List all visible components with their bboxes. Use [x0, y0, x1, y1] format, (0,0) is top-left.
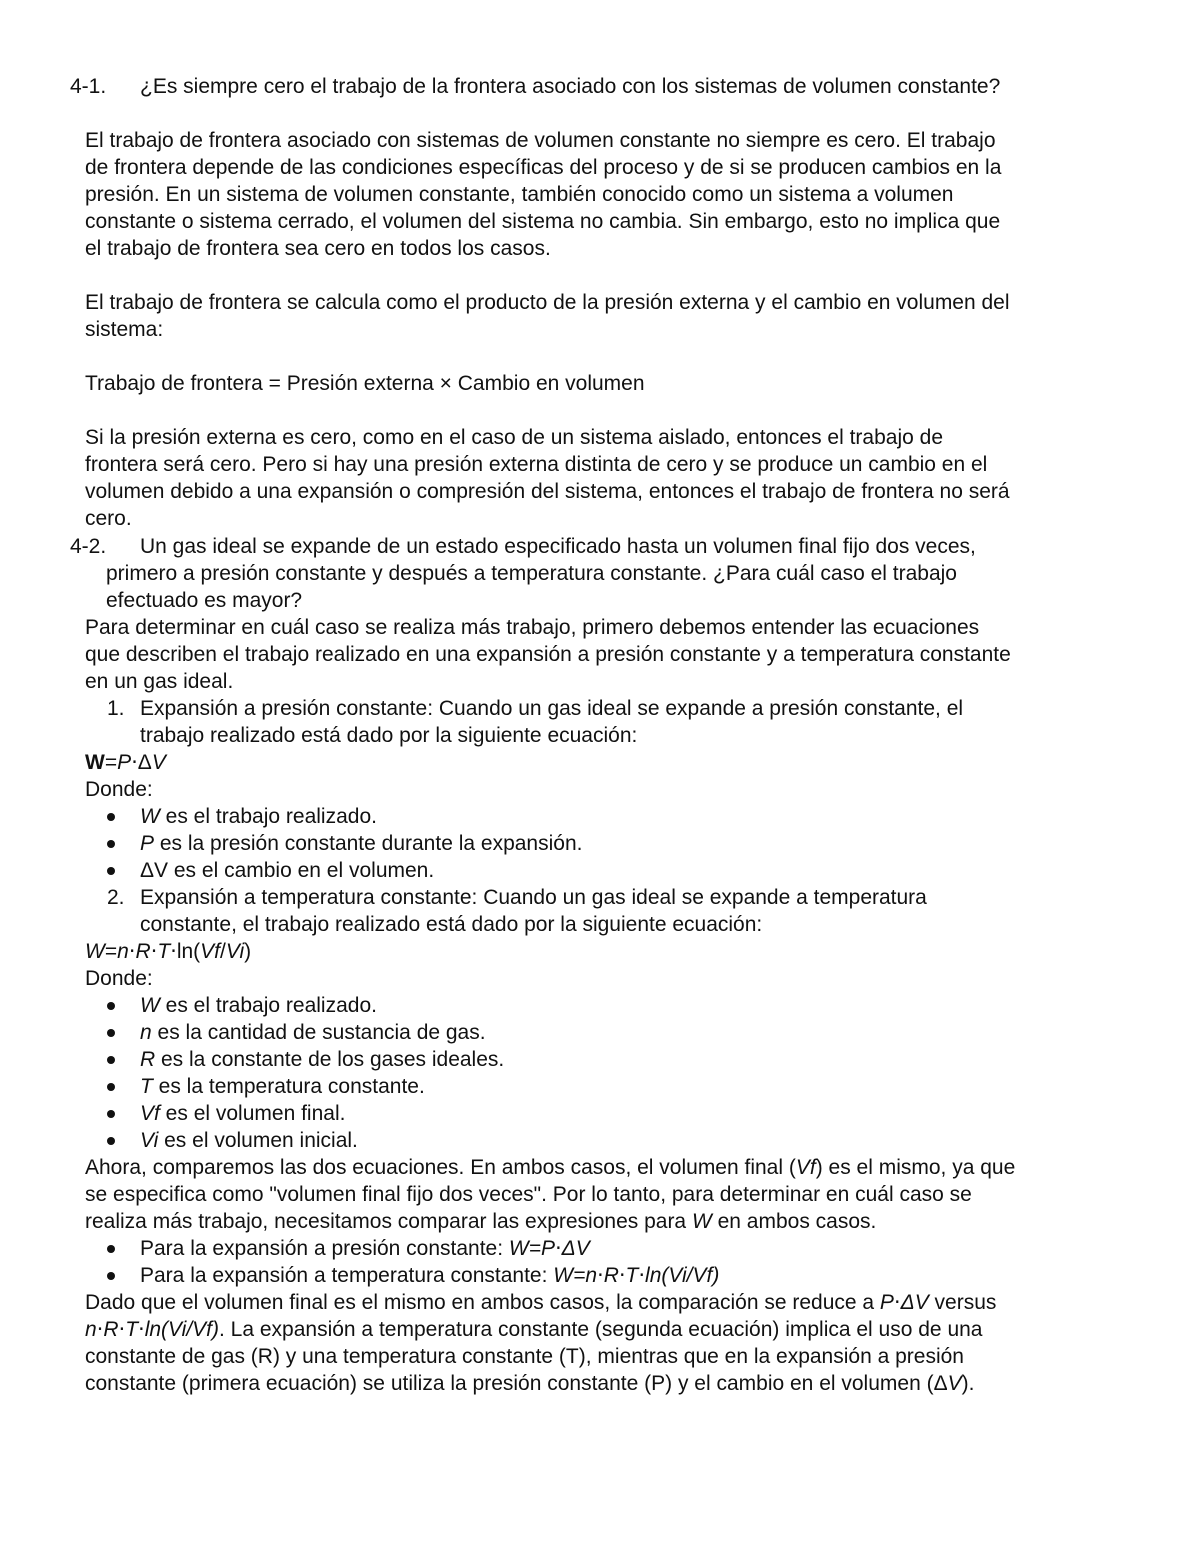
- question-number: 4-2.: [70, 535, 107, 558]
- definition-item: W es el trabajo realizado.: [140, 805, 377, 828]
- answer-line: el trabajo de frontera sea cero en todos los casos.: [85, 237, 551, 260]
- answer-line: volumen debido a una expansión o compresión del sistema, entonces el trabajo de frontera no será: [85, 480, 1010, 503]
- question-text: efectuado es mayor?: [106, 589, 303, 612]
- bullet-icon: [107, 813, 115, 821]
- bullet-icon: [107, 1137, 115, 1145]
- comparison-line: se especifica como "volumen final fijo dos veces". Por lo tanto, para determinar en cuál caso se: [85, 1183, 972, 1206]
- answer-line: en un gas ideal.: [85, 670, 234, 693]
- list-item: trabajo realizado está dado por la siguiente ecuación:: [140, 724, 638, 747]
- equation-work-pressure: W=P⋅ΔV: [85, 751, 166, 774]
- answer-line: constante o sistema cerrado, el volumen del sistema no cambia. Sin embargo, esto no implica que: [85, 210, 1001, 233]
- conclusion-line: n⋅R⋅T⋅ln(Vi/Vf). La expansión a temperatura constante (segunda ecuación) implica el uso de una: [85, 1318, 983, 1341]
- comparison-item: Para la expansión a temperatura constante: W=n⋅R⋅T⋅ln(Vi/Vf): [140, 1264, 720, 1287]
- comparison-item: Para la expansión a presión constante: W=P⋅ΔV: [140, 1237, 590, 1260]
- definition-item: W es el trabajo realizado.: [140, 994, 377, 1017]
- donde-label: Donde:: [85, 778, 153, 801]
- comparison-line: Ahora, comparemos las dos ecuaciones. En ambos casos, el volumen final (Vf) es el mismo, ya que: [85, 1156, 1016, 1179]
- definition-item: Vf es el volumen final.: [140, 1102, 346, 1125]
- conclusion-line: constante (primera ecuación) se utiliza la presión constante (P) y el cambio en el volumen (ΔV).: [85, 1372, 975, 1395]
- definition-item: n es la cantidad de sustancia de gas.: [140, 1021, 486, 1044]
- bullet-icon: [107, 1002, 115, 1010]
- question-text: ¿Es siempre cero el trabajo de la frontera asociado con los sistemas de volumen constante?: [140, 75, 1001, 98]
- question-text: primero a presión constante y después a temperatura constante. ¿Para cuál caso el trabajo: [106, 562, 957, 585]
- conclusion-line: constante de gas (R) y una temperatura constante (T), mientras que en la expansión a presión: [85, 1345, 964, 1368]
- equation-work-temperature: W=n⋅R⋅T⋅ln(Vf/Vi): [85, 940, 252, 963]
- list-number: 1.: [107, 697, 125, 720]
- answer-line: presión. En un sistema de volumen constante, también conocido como un sistema a volumen: [85, 183, 954, 206]
- donde-label: Donde:: [85, 967, 153, 990]
- answer-line: Para determinar en cuál caso se realiza más trabajo, primero debemos entender las ecuaciones: [85, 616, 980, 639]
- definition-item: R es la constante de los gases ideales.: [140, 1048, 505, 1071]
- list-item: Expansión a temperatura constante: Cuando un gas ideal se expande a temperatura: [140, 886, 927, 909]
- definition-item: Vi es el volumen inicial.: [140, 1129, 358, 1152]
- bullet-icon: [107, 867, 115, 875]
- list-number: 2.: [107, 886, 125, 909]
- answer-line: El trabajo de frontera se calcula como el producto de la presión externa y el cambio en volumen del: [85, 291, 1010, 314]
- bullet-icon: [107, 1056, 115, 1064]
- answer-line: Si la presión externa es cero, como en el caso de un sistema aislado, entonces el trabajo de: [85, 426, 943, 449]
- answer-line: cero.: [85, 507, 132, 530]
- formula-line: Trabajo de frontera = Presión externa × Cambio en volumen: [85, 372, 645, 395]
- bullet-icon: [107, 1245, 115, 1253]
- comparison-line: realiza más trabajo, necesitamos comparar las expresiones para W en ambos casos.: [85, 1210, 877, 1233]
- bullet-icon: [107, 1110, 115, 1118]
- definition-item: T es la temperatura constante.: [140, 1075, 425, 1098]
- answer-line: que describen el trabajo realizado en una expansión a presión constante y a temperatura constante: [85, 643, 1011, 666]
- conclusion-line: Dado que el volumen final es el mismo en ambos casos, la comparación se reduce a P⋅ΔV versus: [85, 1291, 997, 1314]
- bullet-icon: [107, 840, 115, 848]
- definition-item: P es la presión constante durante la expansión.: [140, 832, 583, 855]
- answer-line: frontera será cero. Pero si hay una presión externa distinta de cero y se produce un cambio en el: [85, 453, 988, 476]
- list-item: constante, el trabajo realizado está dado por la siguiente ecuación:: [140, 913, 763, 936]
- answer-line: sistema:: [85, 318, 164, 341]
- question-number: 4-1.: [70, 75, 107, 98]
- answer-line: de frontera depende de las condiciones específicas del proceso y de si se producen cambios en la: [85, 156, 1002, 179]
- bullet-icon: [107, 1272, 115, 1280]
- question-text: Un gas ideal se expande de un estado especificado hasta un volumen final fijo dos veces,: [140, 535, 976, 558]
- answer-line: El trabajo de frontera asociado con sistemas de volumen constante no siempre es cero. El trabajo: [85, 129, 996, 152]
- bullet-icon: [107, 1083, 115, 1091]
- list-item: Expansión a presión constante: Cuando un gas ideal se expande a presión constante, el: [140, 697, 964, 720]
- definition-item: ΔV es el cambio en el volumen.: [140, 859, 435, 882]
- bullet-icon: [107, 1029, 115, 1037]
